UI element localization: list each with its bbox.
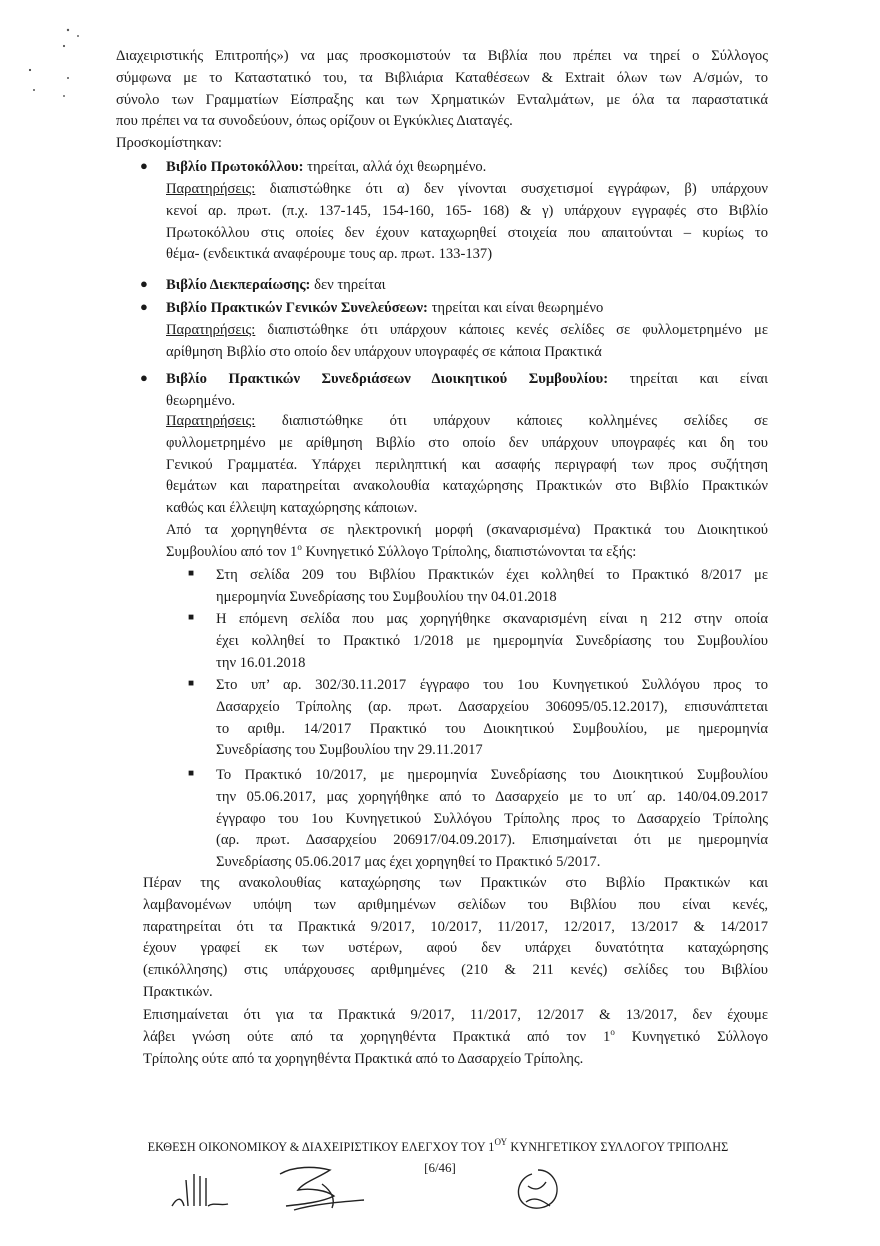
note-paragraph: Επισημαίνεται ότι για τα Πρακτικά 9/2017, 11/2017, 12/2017 & 13/2017, δεν έχουμε λάβει γνώση ούτε από τα χορηγηθέντα Πρακτικά από τον $1^o$ Κυνηγετικό Σύλλογο Τρίπολης ούτε από τα χορηγηθέντα Πρακτικά από το Δασαρχείο Τρίπολης. bbox=[143, 1005, 768, 1070]
text-line: την 05.06.2017, μας χορηγήθηκε από το Δασαρχείο με το υπ΄ αρ. 140/04.09.2017 bbox=[216, 788, 768, 805]
text-line: σύμφωνα με το Καταστατικό του, τα Βιβλιάρια Καταθέσεων & Extrait όλων των Α/σμών, το bbox=[116, 69, 768, 86]
book-title: Βιβλίο Πρακτικών Συνεδριάσεων Διοικητικού Συμβουλίου: bbox=[166, 371, 609, 387]
signature-2 bbox=[274, 1160, 370, 1218]
text-line: έχει κολληθεί το Πρακτικό 1/2018 με ημερομηνία Συνεδρίασης του Συμβουλίου bbox=[216, 632, 768, 649]
text-line: ημερομηνία Συνεδρίασης του Συμβουλίου την 04.01.2018 bbox=[216, 588, 557, 605]
text-line: κενοί αρ. πρωτ. (π.χ. 137-145, 154-160, 165- 168) & γ) υπάρχουν εγγραφές στο Βιβλίο bbox=[166, 202, 768, 219]
report-footer: ΕΚΘΕΣΗ ΟΙΚΟΝΟΜΙΚΟΥ & ΔΙΑΧΕΙΡΙΣΤΙΚΟΥ ΕΛΕΓΧΟΥ ΤΟΥ $1^{O\Upsilon}$ ΚΥΝΗΓΕΤΙΚΟΥ ΣΥΛΛΟΓΟΥ ΤΡΙΠΟΛΗΣ bbox=[147, 1137, 729, 1154]
book-assemblies bbox=[166, 298, 768, 320]
square-bullet-icon: ■ bbox=[188, 768, 195, 779]
square-bullet-icon: ■ bbox=[188, 612, 195, 623]
remarks-label: Παρατηρήσεις: bbox=[166, 413, 256, 429]
finding-item bbox=[216, 609, 768, 674]
finding-item bbox=[216, 565, 768, 609]
book-protocol bbox=[166, 157, 768, 179]
text-line: Πρακτικών. bbox=[143, 983, 213, 1000]
text-line: (επικόλλησης) στις υπάρχουσες αριθμημένες (210 & 211 κενές) σελίδες του Βιβλίου bbox=[143, 962, 768, 979]
text-line: καθώς και έλλειψη καταχώρησης κάποιων. bbox=[166, 500, 418, 517]
text-line: Διαχειριστικής Επιτροπής») να μας προσκομιστούν τα Βιβλία που πρέπει να τηρεί ο Σύλλογος bbox=[116, 48, 768, 64]
inconsistency-paragraph bbox=[143, 873, 768, 1004]
book-status: δεν τηρείται bbox=[310, 277, 386, 293]
text-line: Πέραν της ανακολουθίας καταχώρησης των Πρακτικών στο Βιβλίο Πρακτικών και bbox=[143, 875, 768, 891]
book-assemblies-remarks bbox=[166, 320, 768, 364]
text-line: που πρέπει να τα συνοδεύουν, όπως ορίζουν οι Εγκύκλιες Διαταγές. bbox=[116, 113, 513, 130]
square-bullet-icon: ■ bbox=[188, 568, 195, 579]
bullet-icon: ● bbox=[140, 299, 148, 314]
text-line: Στη σελίδα 209 του Βιβλίου Πρακτικών έχει κολληθεί το Πρακτικό 8/2017 με bbox=[216, 567, 768, 583]
bullet-icon: ● bbox=[140, 276, 148, 291]
page-number: [6/46] bbox=[424, 1160, 456, 1175]
book-title: Βιβλίο Πρακτικών Γενικών Συνελεύσεων: bbox=[166, 300, 428, 316]
text-line: Τρίπολης ούτε από τα χορηγηθέντα Πρακτικά από το Δασαρχείο Τρίπολης. bbox=[143, 1050, 584, 1067]
scan-speckles bbox=[20, 20, 90, 110]
book-board-remarks bbox=[166, 411, 768, 520]
bullet-icon: ● bbox=[140, 158, 148, 173]
text-line: Συνεδρίασης του Συμβουλίου την 29.11.2017 bbox=[216, 742, 483, 759]
electronic-minutes-intro: Από τα χορηγηθέντα σε ηλεκτρονική μορφή (σκαναρισμένα) Πρακτικά του Διοικητικού Συμβουλίου από τον $1^o$ Κυνηγετικό Σύλλογο Τρίπολης, διαπιστώνονται τα εξής: bbox=[166, 522, 768, 560]
book-title: Βιβλίο Πρωτοκόλλου: bbox=[166, 159, 304, 175]
book-status: θεωρημένο. bbox=[166, 392, 236, 409]
text-line: παρατηρείται ότι τα Πρακτικά 9/2017, 10/2017, 11/2017, 12/2017, 13/2017 & 14/2017 bbox=[143, 918, 768, 935]
square-bullet-icon: ■ bbox=[188, 678, 195, 689]
text-line: λαμβανομένων υπόψη των αριθμημένων σελίδων του Βιβλίου που είναι κενές, bbox=[143, 896, 768, 913]
book-status: τηρείται και είναι θεωρημένο bbox=[427, 300, 604, 316]
text-line: Στο υπ’ αρ. 302/30.11.2017 έγγραφο του 1ου Κυνηγετικού Συλλόγου προς το bbox=[216, 677, 768, 693]
finding-item bbox=[216, 765, 768, 874]
text-line: την 16.01.2018 bbox=[216, 654, 306, 671]
book-board bbox=[166, 369, 768, 413]
text-line: Επισημαίνεται ότι για τα Πρακτικά 9/2017, 11/2017, 12/2017 & 13/2017, δεν έχουμε bbox=[143, 1007, 768, 1023]
text-line: έχουν γραφεί εκ των υστέρων, αφού δεν υπάρχει δυνατότητα καταχώρησης bbox=[143, 940, 768, 957]
text-line: Πρωτοκόλλου στις οποίες δεν έχουν καταχωρηθεί στοιχεία που απαιτούνται – κυρίως το bbox=[166, 224, 768, 241]
book-status: τηρείται, αλλά όχι θεωρημένο. bbox=[303, 159, 487, 175]
submitted-heading: Προσκομίστηκαν: bbox=[116, 135, 222, 151]
book-status: τηρείται και είναι bbox=[608, 371, 768, 387]
text-line: σύνολο των Γραμματίων Είσπραξης και των Χρηματικών Ενταλμάτων, με όλα τα παραστατικά bbox=[116, 91, 768, 108]
superscript: ο bbox=[610, 1026, 615, 1037]
text-line: το αριθμ. 14/2017 Πρακτικό του Διοικητικού Συμβουλίου, με ημερομηνία bbox=[216, 720, 768, 737]
text-line: Από τα χορηγηθέντα σε ηλεκτρονική μορφή (σκαναρισμένα) Πρακτικά του Διοικητικού bbox=[166, 522, 768, 538]
text-line: διαπιστώθηκε ότι υπάρχουν κάποιες κενές σελίδες σε φυλλομετρημένο με bbox=[255, 322, 768, 338]
text-line: θέμα- (ενδεικτικά αναφέρουμε τους αρ. πρωτ. 133-137) bbox=[166, 246, 493, 263]
text-line: αρίθμηση Βιβλίο στο οποίο δεν υπάρχουν υπογραφές σε κάποια Πρακτικά bbox=[166, 343, 602, 360]
text-line: Συνεδρίασης 05.06.2017 μας έχει χορηγηθεί το Πρακτικό 5/2017. bbox=[216, 854, 601, 871]
intro-paragraph bbox=[116, 46, 768, 133]
text-line: έγγραφο του 1ου Κυνηγετικού Συλλόγου Τρίπολης προς το Δασαρχείο Τρίπολης bbox=[216, 810, 768, 827]
book-processing bbox=[166, 275, 768, 297]
text-line: Δασαρχείο Τρίπολης (αρ. πρωτ. Δασαρχείου 306095/05.12.2017), επισυνάπτεται bbox=[216, 698, 768, 715]
text-line: Η επόμενη σελίδα που μας χορηγήθηκε σκαναρισμένη είναι η 212 στην οποία bbox=[216, 611, 768, 627]
signature-1 bbox=[168, 1166, 240, 1214]
superscript: ο bbox=[297, 541, 302, 552]
remarks-label: Παρατηρήσεις: bbox=[166, 181, 256, 197]
book-protocol-remarks bbox=[166, 179, 768, 266]
remarks-label: Παρατηρήσεις: bbox=[166, 322, 256, 338]
text-line: διαπιστώθηκε ότι α) δεν γίνονται συσχετισμοί εγγράφων, β) υπάρχουν bbox=[255, 181, 768, 197]
book-title: Βιβλίο Διεκπεραίωσης: bbox=[166, 277, 311, 293]
text-line: (αρ. πρωτ. Δασαρχείου 206917/04.09.2017). Επισημαίνεται ότι με ημερομηνία bbox=[216, 832, 768, 849]
bullet-icon: ● bbox=[140, 370, 148, 385]
text-line: διαπιστώθηκε ότι υπάρχουν κάποιες κολλημένες σελίδες σε bbox=[255, 413, 768, 429]
finding-item bbox=[216, 675, 768, 762]
signature-3 bbox=[512, 1166, 564, 1214]
text-line: Το Πρακτικό 10/2017, με ημερομηνία Συνεδρίασης του Διοικητικού Συμβουλίου bbox=[216, 767, 768, 783]
text-line: φυλλομετρημένο με αρίθμηση Βιβλίο στο οποίο δεν υπάρχουν υπογραφές και δη του bbox=[166, 434, 768, 451]
text-line: Γενικού Γραμματέα. Υπάρχει περιληπτική και ασαφής περιγραφή των προς συζήτηση bbox=[166, 456, 768, 473]
text-line: θεμάτων και παρατηρείται ανακολουθία καταχώρησης Πρακτικών στο Βιβλίο Πρακτικών bbox=[166, 478, 768, 495]
